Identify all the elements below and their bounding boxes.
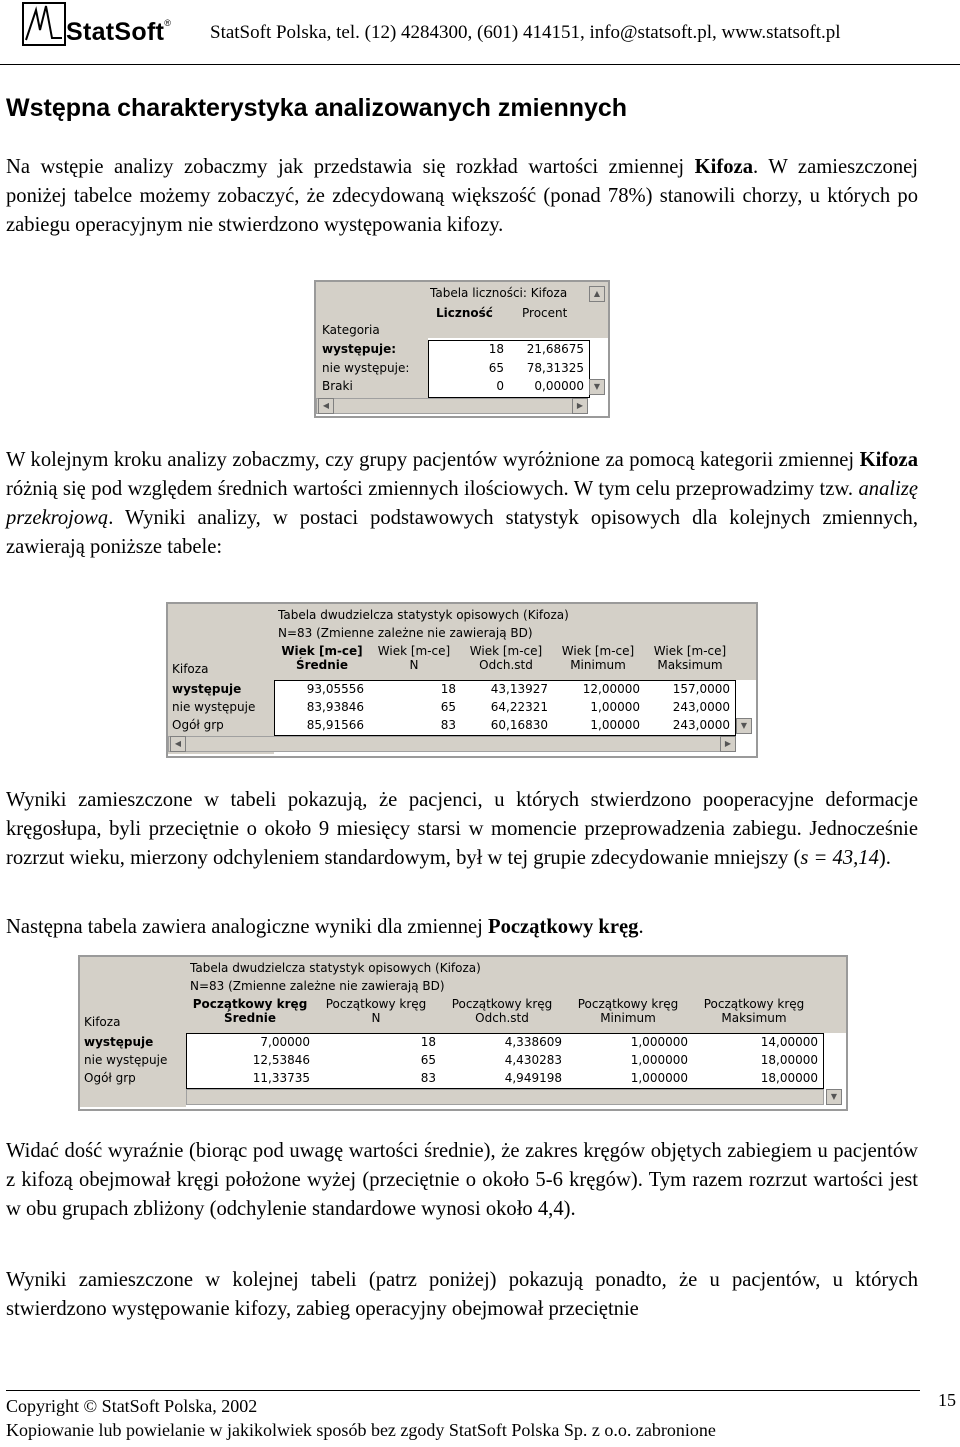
row-header-kifoza: Kifoza [172,662,209,676]
table-cell[interactable]: 65 [420,1053,436,1067]
row-label[interactable]: Braki [322,379,353,393]
table-cell[interactable]: 1,00000 [590,718,640,732]
paragraph-3: Wyniki zamieszczone w tabeli pokazują, że pacjenci, u których stwierdzono pooperacyjne deformacje kręgosłupa, byli przeciętnie o około 9 miesięcy starsi w momencie przeprowadzenia zabiegu. Jednocześnie rozrzut wieku, mierzony odchyleniem standardowym, był w tej grupie zdecydowanie mniejszy (s = 43,14). [6,789,918,869]
table-cell[interactable]: 243,0000 [672,700,730,714]
footer-copyright: Copyright © StatSoft Polska, 2002 [6,1396,258,1416]
table-cell[interactable]: 18,00000 [760,1053,818,1067]
table-cell[interactable]: 1,000000 [630,1053,688,1067]
paragraph-5: Widać dość wyraźnie (biorąc pod uwagę wartości średnie), że zakres kręgów objętych zabiegiem u pacjentów z kifozą obejmował kręgi położone wyżej (przeciętnie o około 5-6 kręgów). Tym razem rozrzut wartości jest w obu grupach zbliżony (odchylenie standardowe wynosi około 4,4). [6,1140,918,1220]
table-title: Tabela dwudzielcza statystyk opisowych (Kifoza) [278,608,569,622]
row-label[interactable]: występuje: [322,342,397,356]
table-cell[interactable]: 157,0000 [672,682,730,696]
table-cell[interactable]: 21,68675 [526,342,584,356]
scroll-right-icon[interactable]: ▶ [720,736,736,752]
table-cell[interactable]: 18 [420,1035,436,1049]
row-label[interactable]: występuje [84,1035,154,1049]
table-title: Tabela dwudzielcza statystyk opisowych (Kifoza) [190,961,481,975]
column-header[interactable]: Wiek [m-ce] Odch.std [469,644,543,672]
column-header[interactable]: Początkowy kręg Odch.std [451,997,553,1025]
table-cell[interactable]: 83 [420,1071,436,1085]
frequency-table [314,280,610,418]
paragraph-1: Na wstępie analizy zobaczmy jak przedstawia się rozkład wartości zmiennej Kifoza. W zamieszczonej poniżej tabelce możemy zobaczyć, że zdecydowaną większość (ponad 78%) stanowili chorzy, u których po zabiegu operacyjnym nie stwierdzono występowania kifozy. [6,156,918,236]
scroll-down-icon[interactable]: ▼ [826,1089,842,1105]
footer-divider [6,1390,920,1391]
table-cell[interactable]: 4,338609 [504,1035,562,1049]
brand-name: StatSoft® [66,18,172,46]
section-title: Wstępna charakterystyka analizowanych zmiennych [6,94,628,122]
table-cell[interactable]: 83,93846 [306,700,364,714]
column-header[interactable]: Początkowy kręg N [325,997,427,1025]
table-cell[interactable]: 1,000000 [630,1035,688,1049]
row-label[interactable]: nie występuje [172,700,256,714]
table-cell[interactable]: 83 [440,718,456,732]
table-cell[interactable]: 243,0000 [672,718,730,732]
table-cell[interactable]: 18 [488,342,504,356]
horizontal-scrollbar[interactable] [316,398,588,414]
table-subtitle: N=83 (Zmienne zależne nie zawierają BD) [278,626,533,640]
column-header[interactable]: Początkowy kręg Średnie [192,997,308,1025]
table-cell[interactable]: 18 [440,682,456,696]
row-label[interactable]: Ogół grp [84,1071,136,1085]
table-cell[interactable]: 11,33735 [252,1071,310,1085]
footer-notice: Kopiowanie lub powielanie w jakikolwiek sposób bez zgody StatSoft Polska Sp. z o.o. zabronione [6,1420,716,1440]
page-number: 15 [938,1390,956,1410]
scroll-up-icon[interactable]: ▲ [589,286,605,302]
row-header-kifoza: Kifoza [84,1015,121,1029]
table-cell[interactable]: 43,13927 [490,682,548,696]
table-cell[interactable]: 0,00000 [534,379,584,393]
table-cell[interactable]: 65 [440,700,456,714]
horizontal-scrollbar[interactable] [168,736,736,752]
crosstab-age-table [166,602,758,758]
scroll-left-icon[interactable]: ◀ [318,398,334,414]
crosstab-vertebra-table [78,955,848,1111]
statsoft-logo-icon [22,2,66,46]
row-header-category: Kategoria [322,323,380,337]
scroll-down-icon[interactable]: ▼ [589,379,605,395]
table-cell[interactable]: 12,53846 [252,1053,310,1067]
table-cell[interactable]: 78,31325 [526,361,584,375]
table-cell[interactable]: 14,00000 [760,1035,818,1049]
table-cell[interactable]: 4,949198 [504,1071,562,1085]
table-cell[interactable]: 93,05556 [306,682,364,696]
row-label[interactable]: Ogół grp [172,718,224,732]
table-cell[interactable]: 85,91566 [306,718,364,732]
column-header-count[interactable]: Liczność [436,306,493,320]
table-cell[interactable]: 65 [488,361,504,375]
horizontal-scrollbar[interactable] [186,1089,824,1105]
paragraph-4: Następna tabela zawiera analogiczne wyniki dla zmiennej Początkowy kręg. [6,916,644,938]
paragraph-6: Wyniki zamieszczone w kolejnej tabeli (patrz poniżej) pokazują ponadto, że u pacjentów, u których stwierdzono występowanie kifozy, zabieg operacyjny obejmował przeciętnie [6,1269,918,1320]
row-label[interactable]: występuje [172,682,242,696]
row-label[interactable]: nie występuje: [322,361,410,375]
table-title: Tabela liczności: Kifoza [430,286,568,300]
table-cell[interactable]: 0 [496,379,504,393]
table-cell[interactable]: 1,000000 [630,1071,688,1085]
column-header[interactable]: Wiek [m-ce] Maksimum [653,644,727,672]
column-header[interactable]: Początkowy kręg Maksimum [703,997,805,1025]
table-subtitle: N=83 (Zmienne zależne nie zawierają BD) [190,979,445,993]
table-cell[interactable]: 12,00000 [582,682,640,696]
scroll-down-icon[interactable]: ▼ [736,718,752,734]
column-header[interactable]: Wiek [m-ce] N [377,644,451,672]
table-cell[interactable]: 64,22321 [490,700,548,714]
column-header[interactable]: Wiek [m-ce] Minimum [561,644,635,672]
scroll-right-icon[interactable]: ▶ [572,398,588,414]
table-cell[interactable]: 1,00000 [590,700,640,714]
row-label[interactable]: nie występuje [84,1053,168,1067]
table-cell[interactable]: 4,430283 [504,1053,562,1067]
scroll-left-icon[interactable]: ◀ [170,736,186,752]
table-cell[interactable]: 18,00000 [760,1071,818,1085]
table-cell[interactable]: 60,16830 [490,718,548,732]
paragraph-2: W kolejnym kroku analizy zobaczmy, czy grupy pacjentów wyróżnione za pomocą kategorii zmiennej Kifoza różnią się pod względem średnich wartości zmiennych ilościowych. W tym celu przeprowadzimy tzw. analizę przekrojową. Wyniki analizy, w postaci podstawowych statystyk opisowych dla kolejnych zmiennych, zawierają poniższe tabele: [6,449,918,558]
column-header-percent[interactable]: Procent [522,306,568,320]
column-header[interactable]: Wiek [m-ce] Średnie [281,644,363,672]
column-header[interactable]: Początkowy kręg Minimum [577,997,679,1025]
header-contact: StatSoft Polska, tel. (12) 4284300, (601) 414151, info@statsoft.pl, www.statsoft.pl [210,22,841,43]
page-header [0,0,960,65]
table-cell[interactable]: 7,00000 [260,1035,310,1049]
